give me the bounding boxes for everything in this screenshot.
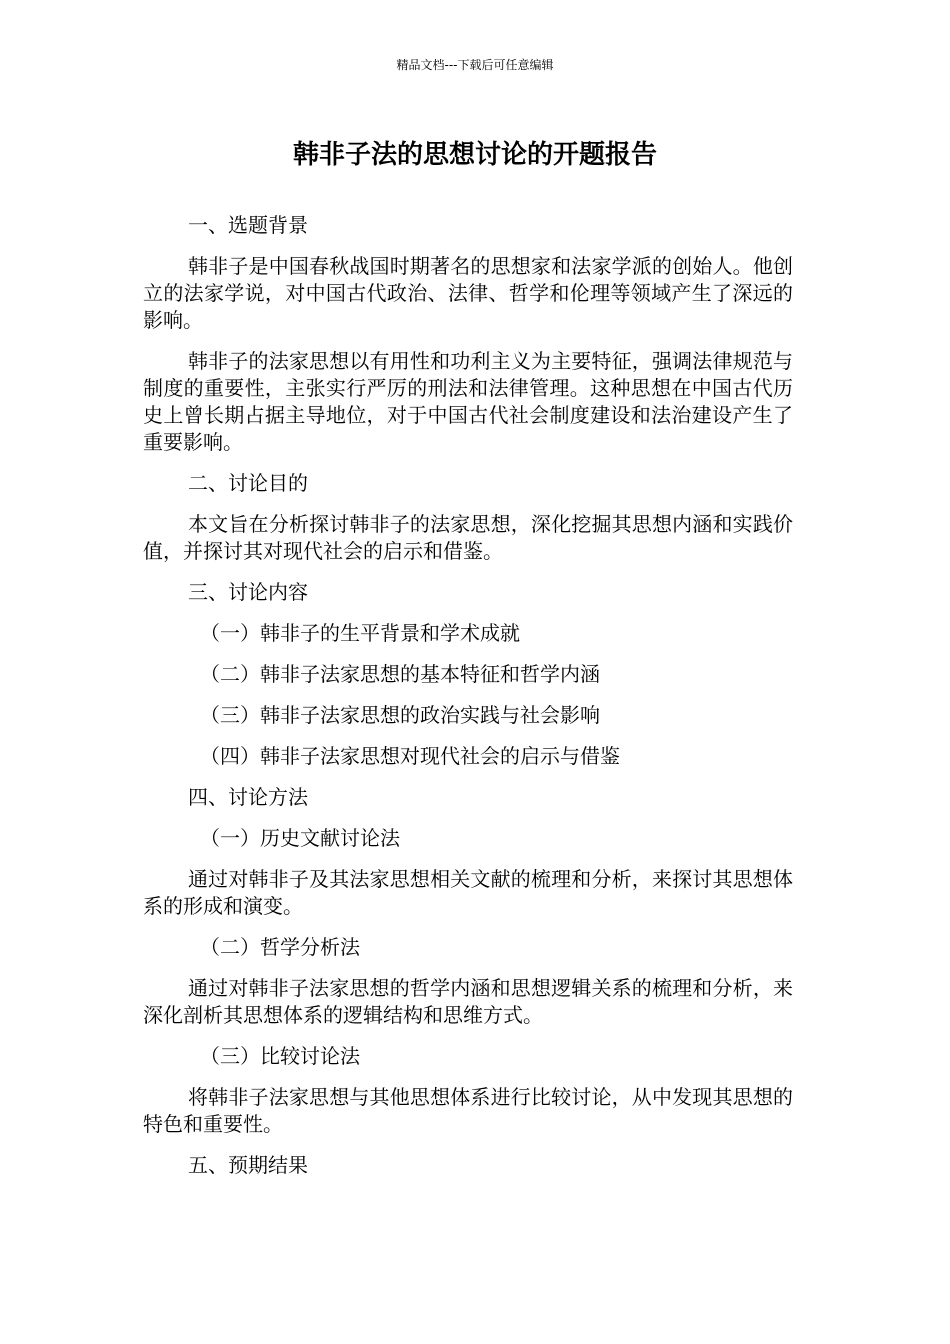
section-heading-background: 一、选题背景 [188, 213, 308, 237]
section-heading-purpose: 二、讨论目的 [188, 471, 308, 495]
section-heading-methods: 四、讨论方法 [188, 785, 308, 809]
document-title: 韩非子法的思想讨论的开题报告 [292, 140, 657, 170]
document-body [143, 212, 793, 1193]
method-label-2: （二）哲学分析法 [200, 935, 360, 959]
section-heading-results: 五、预期结果 [188, 1153, 308, 1177]
content-item-2: （二）韩非子法家思想的基本特征和哲学内涵 [200, 662, 600, 686]
paragraph-background-1: 韩非子是中国春秋战国时期著名的思想家和法家学派的创始人。他创立的法家学说，对中国古代政治、法律、哲学和伦理等领域产生了深远的影响。 [143, 254, 793, 332]
section-heading-content: 三、讨论内容 [188, 580, 308, 604]
page-header: 精品文档---下载后可任意编辑 [396, 58, 554, 72]
method-label-3: （三）比较讨论法 [200, 1044, 360, 1068]
paragraph-background-2: 韩非子的法家思想以有用性和功利主义为主要特征，强调法律规范与制度的重要性，主张实行严厉的刑法和法律管理。这种思想在中国古代历史上曾长期占据主导地位，对于中国古代社会制度建设和法治建设产生了重要影响。 [143, 349, 793, 454]
paragraph-purpose: 本文旨在分析探讨韩非子的法家思想，深化挖掘其思想内涵和实践价值，并探讨其对现代社会的启示和借鉴。 [143, 512, 793, 563]
method-text-1: 通过对韩非子及其法家思想相关文献的梳理和分析，来探讨其思想体系的形成和演变。 [143, 867, 793, 918]
content-item-4: （四）韩非子法家思想对现代社会的启示与借鉴 [200, 744, 620, 768]
content-item-3: （三）韩非子法家思想的政治实践与社会影响 [200, 703, 600, 727]
method-text-2: 通过对韩非子法家思想的哲学内涵和思想逻辑关系的梳理和分析，来深化剖析其思想体系的逻辑结构和思维方式。 [143, 976, 793, 1027]
method-label-1: （一）历史文献讨论法 [200, 826, 400, 850]
content-item-1: （一）韩非子的生平背景和学术成就 [200, 621, 520, 645]
method-text-3: 将韩非子法家思想与其他思想体系进行比较讨论，从中发现其思想的特色和重要性。 [143, 1085, 793, 1136]
